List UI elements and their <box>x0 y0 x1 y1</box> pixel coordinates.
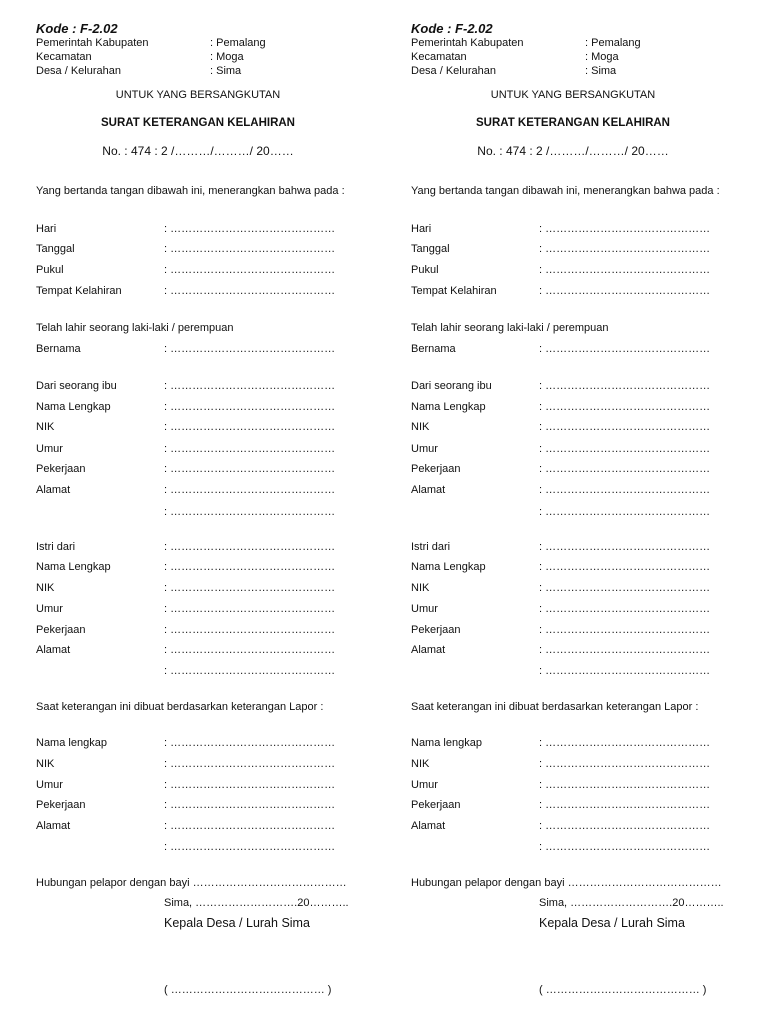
birth-field-value: : ……………………………………… <box>539 264 711 276</box>
father-field-label: Nama Lengkap <box>411 561 486 573</box>
birth-field-label: Tempat Kelahiran <box>411 285 497 297</box>
father-address-cont-value: : ……………………………………… <box>164 665 336 677</box>
mother-address-cont-value: : ……………………………………… <box>539 506 711 518</box>
birth-field-value: : ……………………………………… <box>164 223 336 235</box>
father-field-label: Alamat <box>411 644 446 656</box>
father-field-value: : ……………………………………… <box>164 582 336 594</box>
form-copy-right <box>411 0 768 1024</box>
header-value: : Sima <box>585 65 617 77</box>
mother-field-label: Nama Lengkap <box>36 401 111 413</box>
child-name-value: : ……………………………………… <box>539 343 711 355</box>
birth-field-value: : ……………………………………… <box>539 223 711 235</box>
birth-field-label: Hari <box>411 223 432 235</box>
document-number: No. : 474 : 2 /………/………/ 20…… <box>477 144 669 158</box>
mother-field-value: : ……………………………………… <box>539 484 711 496</box>
mother-field-label: Nama Lengkap <box>411 401 486 413</box>
document-title: SURAT KETERANGAN KELAHIRAN <box>475 117 670 129</box>
father-field-label: NIK <box>411 582 430 594</box>
reporter-field-value: : ……………………………………… <box>164 799 336 811</box>
mother-field-value: : ……………………………………… <box>164 463 336 475</box>
father-field-label: NIK <box>36 582 55 594</box>
mother-field-value: : ……………………………………… <box>539 421 711 433</box>
birth-field-value: : ……………………………………… <box>164 264 336 276</box>
mother-field-label: Pekerjaan <box>411 463 461 475</box>
mother-field-value: : ……………………………………… <box>164 421 336 433</box>
mother-field-label: NIK <box>36 421 55 433</box>
reporter-field-label: Pekerjaan <box>411 799 461 811</box>
mother-field-label: Pekerjaan <box>36 463 86 475</box>
birth-field-label: Tanggal <box>411 243 450 255</box>
reporter-field-value: : ……………………………………… <box>539 779 711 791</box>
child-name-label: Bernama <box>36 343 81 355</box>
header-label: Pemerintah Kabupaten <box>36 37 149 49</box>
mother-field-label: Umur <box>411 443 438 455</box>
reporter-field-label: Umur <box>36 779 63 791</box>
father-field-value: : ……………………………………… <box>539 603 711 615</box>
father-field-label: Istri dari <box>36 541 76 553</box>
reporter-field-label: NIK <box>411 758 430 770</box>
header-label: Kecamatan <box>36 51 92 63</box>
father-field-value: : ……………………………………… <box>539 582 711 594</box>
child-name-label: Bernama <box>411 343 456 355</box>
birth-field-label: Tempat Kelahiran <box>36 285 122 297</box>
birth-field-value: : ……………………………………… <box>539 285 711 297</box>
father-field-value: : ……………………………………… <box>164 624 336 636</box>
relationship-line: Hubungan pelapor dengan bayi …………………………………… <box>36 877 347 889</box>
reporter-field-label: Nama lengkap <box>36 737 107 749</box>
header-label: Desa / Kelurahan <box>36 65 121 77</box>
header-value: : Sima <box>210 65 242 77</box>
birth-field-value: : ……………………………………… <box>164 243 336 255</box>
mother-field-value: : ……………………………………… <box>164 443 336 455</box>
reporter-field-value: : ……………………………………… <box>539 820 711 832</box>
mother-field-value: : ……………………………………… <box>164 401 336 413</box>
father-field-label: Nama Lengkap <box>36 561 111 573</box>
father-field-label: Pekerjaan <box>36 624 86 636</box>
header-label: Pemerintah Kabupaten <box>411 37 524 49</box>
reporter-field-label: Umur <box>411 779 438 791</box>
header-value: : Moga <box>585 51 619 63</box>
birth-field-label: Hari <box>36 223 57 235</box>
intro-text: Yang bertanda tangan dibawah ini, menerangkan bahwa pada : <box>36 185 345 197</box>
reporter-field-label: Alamat <box>411 820 446 832</box>
reporter-field-label: Nama lengkap <box>411 737 482 749</box>
reporter-field-value: : ……………………………………… <box>164 779 336 791</box>
birth-field-label: Pukul <box>36 264 64 276</box>
reporter-field-value: : ……………………………………… <box>539 758 711 770</box>
father-field-value: : ……………………………………… <box>164 541 336 553</box>
reporter-address-cont-value: : ……………………………………… <box>539 841 711 853</box>
reporter-address-cont-value: : ……………………………………… <box>164 841 336 853</box>
father-field-label: Pekerjaan <box>411 624 461 636</box>
father-field-value: : ……………………………………… <box>539 541 711 553</box>
reporter-field-value: : ……………………………………… <box>164 820 336 832</box>
mother-field-value: : ……………………………………… <box>539 380 711 392</box>
header-label: Kecamatan <box>411 51 467 63</box>
father-field-value: : ……………………………………… <box>539 624 711 636</box>
reporter-statement: Saat keterangan ini dibuat berdasarkan keterangan Lapor : <box>411 701 699 713</box>
reporter-field-value: : ……………………………………… <box>164 758 336 770</box>
relationship-line: Hubungan pelapor dengan bayi …………………………………… <box>411 877 722 889</box>
reporter-field-value: : ……………………………………… <box>539 799 711 811</box>
signature-line: ( …………………………………… ) <box>164 984 332 996</box>
mother-field-value: : ……………………………………… <box>164 380 336 392</box>
child-name-value: : ……………………………………… <box>164 343 336 355</box>
reporter-statement: Saat keterangan ini dibuat berdasarkan keterangan Lapor : <box>36 701 324 713</box>
birth-field-label: Pukul <box>411 264 439 276</box>
father-field-label: Umur <box>36 603 63 615</box>
mother-field-label: Dari seorang ibu <box>411 380 492 392</box>
reporter-field-value: : ……………………………………… <box>164 737 336 749</box>
mother-field-label: Alamat <box>411 484 446 496</box>
father-field-label: Alamat <box>36 644 71 656</box>
father-field-label: Umur <box>411 603 438 615</box>
mother-field-value: : ……………………………………… <box>539 463 711 475</box>
form-copy-left <box>36 0 396 1024</box>
recipient-note: UNTUK YANG BERSANGKUTAN <box>115 89 281 101</box>
mother-field-value: : ……………………………………… <box>539 401 711 413</box>
recipient-note: UNTUK YANG BERSANGKUTAN <box>490 89 656 101</box>
reporter-field-value: : ……………………………………… <box>539 737 711 749</box>
mother-field-label: NIK <box>411 421 430 433</box>
father-field-value: : ……………………………………… <box>539 561 711 573</box>
mother-address-cont-value: : ……………………………………… <box>164 506 336 518</box>
form-code: Kode : F-2.02 <box>36 21 118 36</box>
mother-field-label: Dari seorang ibu <box>36 380 117 392</box>
document-title: SURAT KETERANGAN KELAHIRAN <box>100 117 295 129</box>
father-address-cont-value: : ……………………………………… <box>539 665 711 677</box>
header-value: : Pemalang <box>585 37 641 49</box>
mother-field-label: Alamat <box>36 484 71 496</box>
mother-field-value: : ……………………………………… <box>164 484 336 496</box>
header-value: : Moga <box>210 51 244 63</box>
signatory-title: Kepala Desa / Lurah Sima <box>539 916 685 930</box>
reporter-field-label: Alamat <box>36 820 71 832</box>
form-code: Kode : F-2.02 <box>411 21 493 36</box>
place-date: Sima, ……………………….20……….. <box>164 897 349 909</box>
header-value: : Pemalang <box>210 37 266 49</box>
mother-field-label: Umur <box>36 443 63 455</box>
mother-field-value: : ……………………………………… <box>539 443 711 455</box>
reporter-field-label: NIK <box>36 758 55 770</box>
birth-field-label: Tanggal <box>36 243 75 255</box>
reporter-field-label: Pekerjaan <box>36 799 86 811</box>
signature-line: ( …………………………………… ) <box>539 984 707 996</box>
father-field-value: : ……………………………………… <box>164 603 336 615</box>
intro-text: Yang bertanda tangan dibawah ini, menerangkan bahwa pada : <box>411 185 720 197</box>
father-field-value: : ……………………………………… <box>164 561 336 573</box>
birth-field-value: : ……………………………………… <box>164 285 336 297</box>
father-field-value: : ……………………………………… <box>164 644 336 656</box>
place-date: Sima, ……………………….20……….. <box>539 897 724 909</box>
father-field-value: : ……………………………………… <box>539 644 711 656</box>
header-label: Desa / Kelurahan <box>411 65 496 77</box>
birth-field-value: : ……………………………………… <box>539 243 711 255</box>
birth-statement: Telah lahir seorang laki-laki / perempuan <box>36 322 234 334</box>
birth-statement: Telah lahir seorang laki-laki / perempuan <box>411 322 609 334</box>
signatory-title: Kepala Desa / Lurah Sima <box>164 916 310 930</box>
father-field-label: Istri dari <box>411 541 451 553</box>
document-number: No. : 474 : 2 /………/………/ 20…… <box>102 144 294 158</box>
